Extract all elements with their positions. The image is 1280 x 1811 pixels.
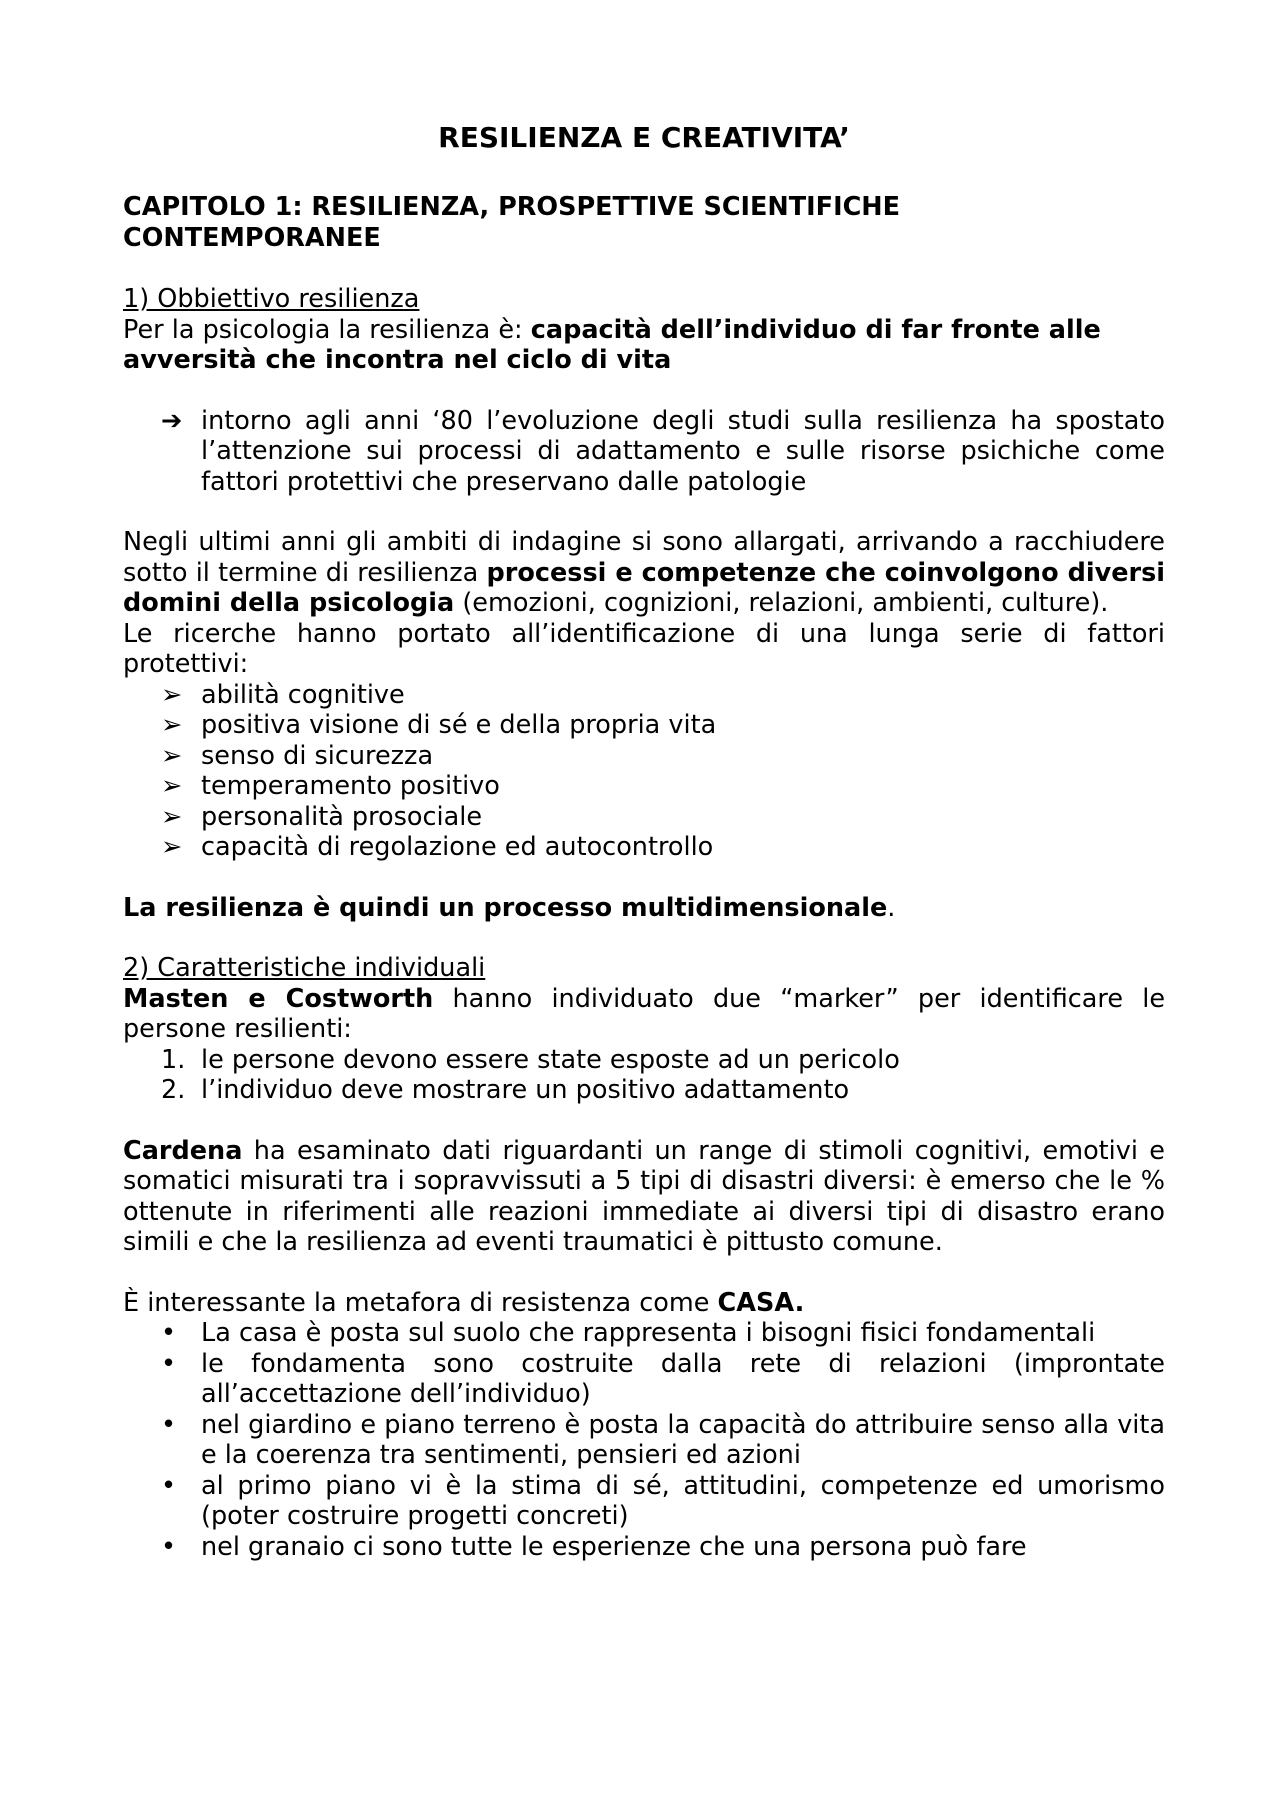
spacer: [123, 376, 1165, 406]
list-item: [123, 1045, 1165, 1076]
paragraph-research: Le ricerche hanno portato all’identificazione di una lunga serie di fattori protettivi:: [123, 618, 1165, 679]
factor-text: personalità prosociale: [201, 801, 483, 832]
list-item: [123, 1532, 1165, 1563]
list-item: [123, 802, 1165, 833]
markers-intro-text: hanno individuato due “marker” per identificare le persone resilienti:: [123, 983, 1166, 1044]
check-arrow-icon: ➢: [161, 710, 183, 740]
domains-text-a: Negli ultimi anni gli ambiti di indagine si sono allargati, arrivando a racchiudere sotto il termine di resilienza: [123, 527, 1165, 588]
conclusion-paragraph: [123, 893, 1165, 924]
casa-item-text: nel granaio ci sono tutte le esperienze che una persona può fare: [201, 1531, 1027, 1562]
list-number: 2.: [161, 1075, 186, 1105]
casa-item-text: al primo piano vi è la stima di sé, attitudini, competenze ed umorismo (poter costruire progetti concreti): [201, 1470, 1165, 1531]
list-number: 1.: [161, 1044, 186, 1075]
factors-list: [123, 680, 1165, 863]
cardena-bold: Cardena: [123, 1135, 243, 1166]
casa-paragraph: [123, 1288, 1165, 1319]
definition-lead: Per la psicologia la resilienza è:: [123, 314, 531, 345]
conclusion-bold: La resilienza è quindi un processo multidimensionale: [123, 892, 888, 923]
paragraph-domains: [123, 527, 1165, 619]
bullet-icon: •: [161, 1470, 177, 1501]
casa-bold: CASA.: [717, 1287, 805, 1318]
factor-text: capacità di regolazione ed autocontrollo: [201, 832, 714, 862]
document-content: [123, 120, 1165, 1562]
casa-item-text: nel giardino e piano terreno è posta la capacità do attribuire senso alla vita e la coerenza tra sentimenti, pensieri ed azioni: [201, 1409, 1165, 1470]
factor-text: senso di sicurezza: [201, 740, 434, 771]
list-item: [123, 710, 1165, 741]
check-arrow-icon: ➢: [161, 832, 183, 862]
factor-text: positiva visione di sé e della propria vita: [201, 710, 717, 740]
definition-paragraph: [123, 315, 1165, 376]
bullet-icon: •: [161, 1348, 177, 1379]
casa-item-text: La casa è posta sul suolo che rappresenta i bisogni fisici fondamentali: [201, 1318, 1096, 1348]
bullet-icon: •: [161, 1318, 177, 1348]
spacer: [123, 497, 1165, 527]
cardena-paragraph: [123, 1136, 1165, 1258]
arrow-list: [123, 406, 1165, 498]
arrow-item-text: intorno agli anni ‘80 l’evoluzione degli studi sulla resilienza ha spostato l’attenzione sui processi di adattamento e sulle risorse psichiche come fattori protettivi che preservano dalle patologie: [201, 405, 1165, 497]
marker-text: l’individuo deve mostrare un positivo adattamento: [201, 1075, 850, 1105]
definition-bold: capacità dell’individuo di far fronte alle avversità che incontra nel ciclo di vita: [123, 314, 1101, 375]
domains-text-b: (emozioni, cognizioni, relazioni, ambienti, culture).: [454, 588, 1109, 618]
list-item: [123, 1075, 1165, 1106]
markers-intro-paragraph: [123, 984, 1165, 1045]
list-item: [123, 832, 1165, 863]
list-item: [123, 1349, 1165, 1410]
check-arrow-icon: ➢: [161, 801, 183, 832]
arrow-icon: ➔: [161, 405, 183, 436]
casa-list: [123, 1318, 1165, 1562]
marker-text: le persone devono essere state esposte ad un pericolo: [201, 1044, 900, 1075]
bullet-icon: •: [161, 1409, 177, 1440]
cardena-text: ha esaminato dati riguardanti un range di stimoli cognitivi, emotivi e somatici misurati tra i sopravvissuti a 5 tipi di disastri diversi: è emerso che le % ottenute in riferimenti alle reazioni immediate ai diversi tipi di disastro erano simili e che la resilienza ad eventi traumatici è pittusto comune.: [123, 1135, 1165, 1257]
factor-text: abilità cognitive: [201, 679, 405, 710]
chapter-heading: CAPITOLO 1: RESILIENZA, PROSPETTIVE SCIENTIFICHE CONTEMPORANEE: [123, 192, 901, 253]
list-item: [123, 741, 1165, 772]
section-heading-1: 1) Obbiettivo resilienza: [123, 284, 420, 314]
authors-bold: Masten e Costworth: [123, 983, 434, 1014]
casa-item-text: le fondamenta sono costruite dalla rete di relazioni (improntate all’accettazione dell’individuo): [201, 1348, 1165, 1409]
factor-text: temperamento positivo: [201, 771, 500, 801]
list-item: [123, 1410, 1165, 1471]
check-arrow-icon: ➢: [161, 679, 183, 710]
spacer: [123, 923, 1165, 953]
list-item: [123, 1318, 1165, 1349]
document-title: RESILIENZA E CREATIVITA’: [438, 121, 850, 154]
check-arrow-icon: ➢: [161, 740, 183, 771]
conclusion-period: .: [887, 892, 896, 923]
spacer: [123, 863, 1165, 893]
list-item: [123, 680, 1165, 711]
spacer: [123, 1258, 1165, 1288]
list-item: [123, 1471, 1165, 1532]
markers-list: [123, 1045, 1165, 1106]
list-item: [123, 771, 1165, 802]
domains-bold: processi e competenze che coinvolgono diversi domini della psicologia: [123, 557, 1165, 618]
section-heading-2: 2) Caratteristiche individuali: [123, 953, 486, 983]
check-arrow-icon: ➢: [161, 771, 183, 801]
arrow-list-item: [123, 406, 1165, 498]
bullet-icon: •: [161, 1531, 177, 1562]
spacer: [123, 1106, 1165, 1136]
casa-lead: È interessante la metafora di resistenza come: [123, 1287, 718, 1318]
